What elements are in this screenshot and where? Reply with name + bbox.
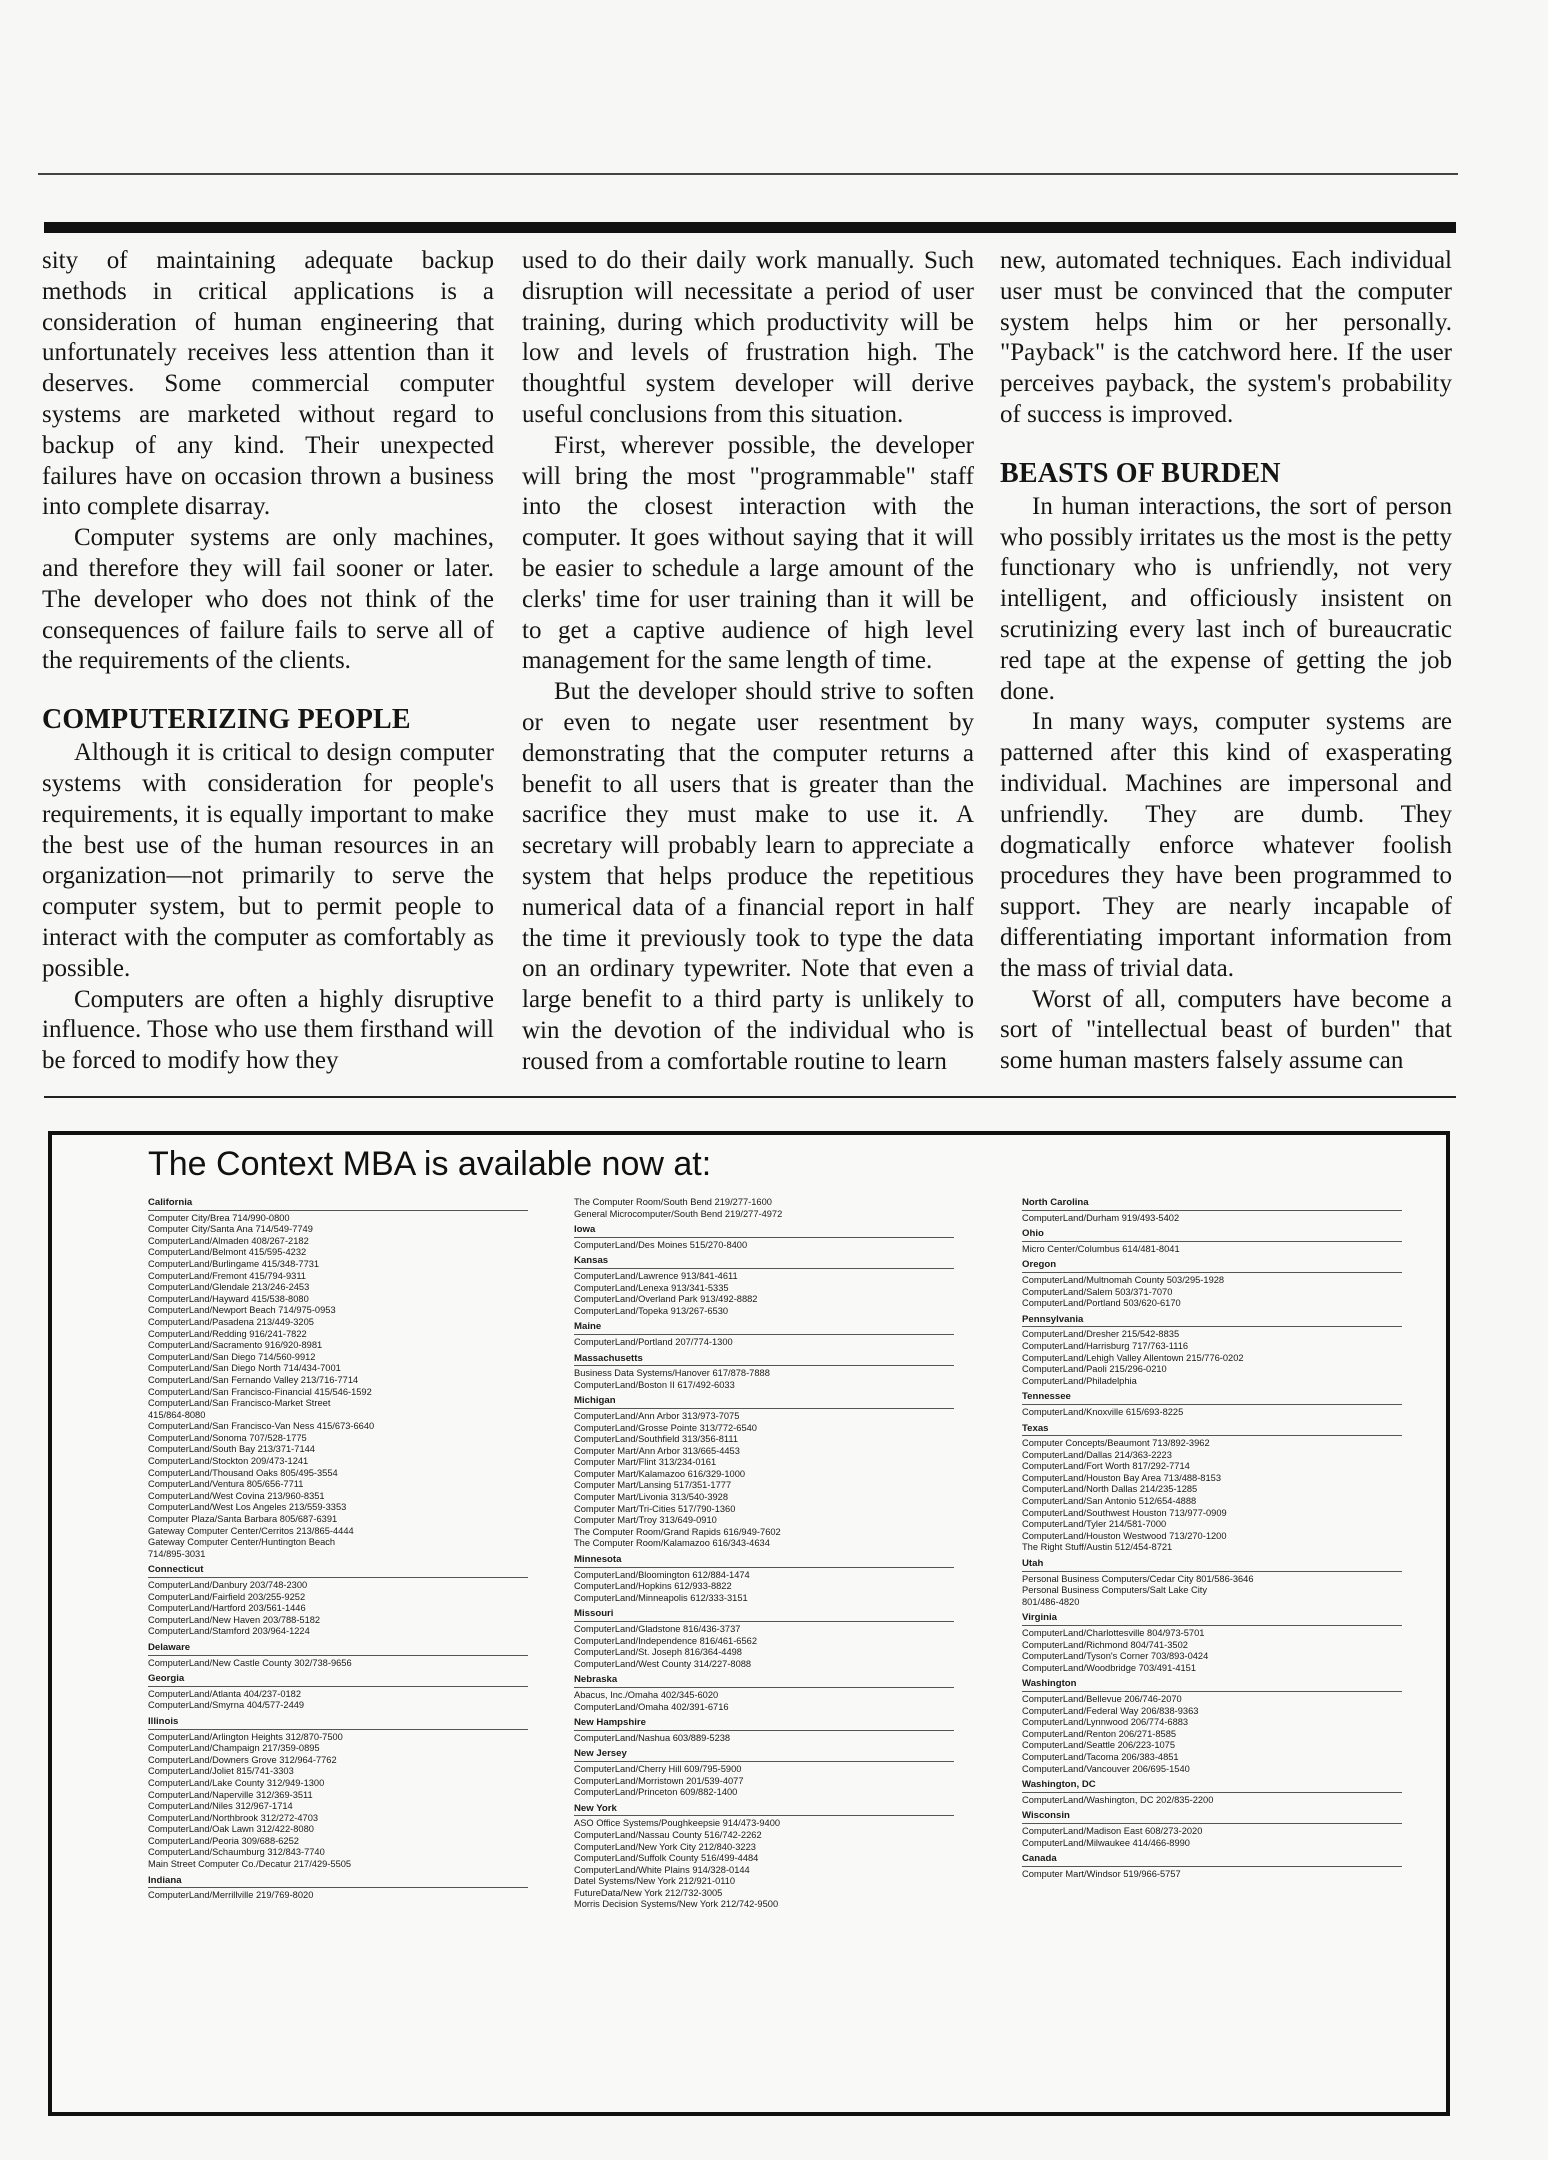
dealer-entry: The Computer Room/Kalamazoo 616/343-4634 <box>574 1538 770 1549</box>
dealer-entry: ComputerLand/St. Joseph 816/364-4498 <box>574 1647 742 1658</box>
dealer-entry: ASO Office Systems/Poughkeepsie 914/473-9400 <box>574 1818 781 1829</box>
dealer-entry: ComputerLand/Harrisburg 717/763-1116 <box>1022 1340 1189 1351</box>
state-heading: Connecticut <box>148 1564 528 1578</box>
dealer-entry: ComputerLand/Lenexa 913/341-5335 <box>574 1282 729 1293</box>
dealer-entry: ComputerLand/Bloomington 612/884-1474 <box>574 1569 750 1580</box>
state-heading: Canada <box>1022 1853 1402 1867</box>
dealer-entry: Datel Systems/New York 212/921-0110 <box>574 1876 736 1887</box>
dealer-entry: The Computer Room/Grand Rapids 616/949-7602 <box>574 1526 781 1537</box>
dealer-entry: ComputerLand/Thousand Oaks 805/495-3554 <box>148 1467 338 1478</box>
dealer-entry: ComputerLand/Knoxville 615/693-8225 <box>1022 1406 1184 1417</box>
dealer-entry: ComputerLand/Des Moines 515/270-8400 <box>574 1239 748 1250</box>
dealer-column-1 <box>148 1197 528 1902</box>
dealer-entry: ComputerLand/Renton 206/271-8585 <box>1022 1728 1177 1739</box>
dealer-entry: ComputerLand/Redding 916/241-7822 <box>148 1328 307 1339</box>
dealer-entry: ComputerLand/Arlington Heights 312/870-7500 <box>148 1731 343 1742</box>
dealer-entry: ComputerLand/Hayward 415/538-8080 <box>148 1293 309 1304</box>
dealer-entry: ComputerLand/Overland Park 913/492-8882 <box>574 1294 758 1305</box>
state-heading: North Carolina <box>1022 1197 1402 1211</box>
dealer-entry: FutureData/New York 212/732-3005 <box>574 1887 723 1898</box>
state-heading: Pennsylvania <box>1022 1314 1402 1328</box>
dealer-entry: Micro Center/Columbus 614/481-8041 <box>1022 1243 1180 1254</box>
dealer-entry: ComputerLand/Sonoma 707/528-1775 <box>148 1432 307 1443</box>
dealer-entry: ComputerLand/Morristown 201/539-4077 <box>574 1775 744 1786</box>
dealer-entry: ComputerLand/Smyrna 404/577-2449 <box>148 1700 305 1711</box>
dealer-entry: Computer Mart/Ann Arbor 313/665-4453 <box>574 1445 740 1456</box>
col3-paragraph-1: new, automated techniques. Each individual user must be convinced that the computer system helps him or her personally. "Payback" is the catchword here. If the user perceives payback, the system's probability of success is improved. <box>1000 247 1452 428</box>
article-bottom-rule <box>44 1096 1456 1098</box>
state-heading: Indiana <box>148 1875 528 1889</box>
col1-paragraph-2: Computer systems are only machines, and therefore they will fail sooner or later. The developer who does not think of the consequences of failure fails to serve all of the requirements of the clients. <box>42 524 494 675</box>
dealer-entry: ComputerLand/Stockton 209/473-1241 <box>148 1456 309 1467</box>
dealer-entry: Computer Mart/Flint 313/234-0161 <box>574 1457 717 1468</box>
dealer-entry: ComputerLand/Topeka 913/267-6530 <box>574 1305 729 1316</box>
state-heading: Michigan <box>574 1395 954 1409</box>
state-heading: Oregon <box>1022 1259 1402 1273</box>
state-heading: Kansas <box>574 1255 954 1269</box>
dealer-entry: ComputerLand/Boston II 617/492-6033 <box>574 1379 735 1390</box>
dealer-entry: ComputerLand/South Bay 213/371-7144 <box>148 1444 315 1455</box>
dealer-entry: ComputerLand/Minneapolis 612/333-3151 <box>574 1592 748 1603</box>
dealer-entry: Personal Business Computers/Cedar City 801/586-3646 <box>1022 1573 1254 1584</box>
dealer-entry: ComputerLand/San Francisco-Van Ness 415/673-6640 <box>148 1421 375 1432</box>
dealer-entry: ComputerLand/Tyson's Corner 703/893-0424 <box>1022 1651 1209 1662</box>
state-heading: Illinois <box>148 1716 528 1730</box>
state-heading: Virginia <box>1022 1612 1402 1626</box>
dealer-entry: ComputerLand/Atlanta 404/237-0182 <box>148 1688 301 1699</box>
state-heading: Iowa <box>574 1224 954 1238</box>
dealer-entry: 801/486-4820 <box>1022 1596 1080 1607</box>
dealer-entry: ComputerLand/Niles 312/967-1714 <box>148 1801 293 1812</box>
dealer-entry: ComputerLand/Ventura 805/656-7711 <box>148 1479 304 1490</box>
dealer-entry: ComputerLand/Lehigh Valley Allentown 215/776-0202 <box>1022 1352 1244 1363</box>
state-heading: New Jersey <box>574 1748 954 1762</box>
dealer-entry: ComputerLand/Hartford 203/561-1446 <box>148 1603 306 1614</box>
dealer-entry: ComputerLand/San Fernando Valley 213/716-7714 <box>148 1374 359 1385</box>
dealer-column-3 <box>1022 1197 1402 1880</box>
dealer-entry: ComputerLand/Schaumburg 312/843-7740 <box>148 1847 325 1858</box>
dealer-entry: Computer Mart/Lansing 517/351-1777 <box>574 1480 732 1491</box>
dealer-entry: Computer Plaza/Santa Barbara 805/687-6391 <box>148 1514 338 1525</box>
dealer-entry: ComputerLand/Peoria 309/688-6252 <box>148 1835 299 1846</box>
dealer-entry: ComputerLand/Multnomah County 503/295-1928 <box>1022 1274 1225 1285</box>
dealer-entry: ComputerLand/Downers Grove 312/964-7762 <box>148 1754 337 1765</box>
state-heading: Utah <box>1022 1558 1402 1572</box>
top-thick-rule <box>44 222 1456 233</box>
dealer-entry: ComputerLand/Stamford 203/964-1224 <box>148 1626 310 1637</box>
dealer-entry: ComputerLand/White Plains 914/328-0144 <box>574 1864 750 1875</box>
dealer-entry: ComputerLand/West Covina 213/960-8351 <box>148 1490 325 1501</box>
dealer-entry: Main Street Computer Co./Decatur 217/429-5505 <box>148 1859 352 1870</box>
state-heading: Wisconsin <box>1022 1810 1402 1824</box>
dealer-entry: ComputerLand/Southwest Houston 713/977-0909 <box>1022 1507 1227 1518</box>
dealer-entry: ComputerLand/Northbrook 312/272-4703 <box>148 1812 319 1823</box>
dealer-entry: Personal Business Computers/Salt Lake City <box>1022 1585 1207 1596</box>
dealer-entry: ComputerLand/Princeton 609/882-1400 <box>574 1787 738 1798</box>
dealer-entry: ComputerLand/Lynnwood 206/774-6883 <box>1022 1717 1189 1728</box>
dealer-entry: ComputerLand/Salem 503/371-7070 <box>1022 1286 1173 1297</box>
dealer-entry: ComputerLand/Tyler 214/581-7000 <box>1022 1519 1167 1530</box>
dealer-entry: ComputerLand/Danbury 203/748-2300 <box>148 1580 308 1590</box>
dealer-entry: Computer City/Santa Ana 714/549-7749 <box>148 1224 313 1235</box>
dealer-entry: Abacus, Inc./Omaha 402/345-6020 <box>574 1689 719 1700</box>
state-heading: New Hampshire <box>574 1717 954 1731</box>
article-column-2 <box>522 246 974 1078</box>
state-heading: Nebraska <box>574 1674 954 1688</box>
dealer-entry: ComputerLand/West Los Angeles 213/559-3353 <box>148 1502 347 1513</box>
dealer-entry: ComputerLand/Fremont 415/794-9311 <box>148 1270 306 1281</box>
dealer-entry: Gateway Computer Center/Cerritos 213/865-4444 <box>148 1525 354 1536</box>
dealer-entry: ComputerLand/Durham 919/493-5402 <box>1022 1212 1180 1223</box>
state-heading: Minnesota <box>574 1554 954 1568</box>
dealer-entry: ComputerLand/Seattle 206/223-1075 <box>1022 1740 1175 1751</box>
dealer-entry: ComputerLand/Glendale 213/246-2453 <box>148 1282 310 1293</box>
state-heading: Texas <box>1022 1423 1402 1437</box>
state-heading: Missouri <box>574 1608 954 1622</box>
dealer-entry: ComputerLand/Milwaukee 414/466-8990 <box>1022 1837 1190 1848</box>
dealer-entry: ComputerLand/Fairfield 203/255-9252 <box>148 1591 306 1602</box>
dealer-entry: ComputerLand/Nashua 603/889-5238 <box>574 1732 731 1743</box>
dealer-entry: ComputerLand/West County 314/227-8088 <box>574 1658 752 1669</box>
dealer-entry: 415/864-8080 <box>148 1409 206 1420</box>
dealer-entry: Computer Mart/Kalamazoo 616/329-1000 <box>574 1468 746 1479</box>
article-column-1 <box>42 246 494 1077</box>
dealer-entry: Computer Mart/Tri-Cities 517/790-1360 <box>574 1503 736 1514</box>
dealer-entry: ComputerLand/Vancouver 206/695-1540 <box>1022 1763 1190 1774</box>
dealer-entry: ComputerLand/Lawrence 913/841-4611 <box>574 1270 738 1281</box>
dealer-entry: Computer Concepts/Beaumont 713/892-3962 <box>1022 1438 1210 1449</box>
state-heading: Tennessee <box>1022 1391 1402 1405</box>
dealer-entry: ComputerLand/Richmond 804/741-3502 <box>1022 1639 1188 1650</box>
dealer-entry: Computer Mart/Troy 313/649-0910 <box>574 1515 717 1526</box>
dealer-entry: Gateway Computer Center/Huntington Beach <box>148 1537 336 1548</box>
dealer-entry: ComputerLand/Charlottesville 804/973-5701 <box>1022 1628 1205 1638</box>
dealer-entry: ComputerLand/San Diego North 714/434-7001 <box>148 1363 341 1374</box>
col3-paragraph-3: In many ways, computer systems are patterned after this kind of exasperating individual. Machines are impersonal and unfriendly. They are dumb. They dogmatically enforce whatever foolish procedures they have been programmed to support. They are nearly incapable of differentiating important information from the mass of trivial data. <box>1000 708 1452 982</box>
state-heading: Delaware <box>148 1642 528 1656</box>
dealer-entry: The Right Stuff/Austin 512/454-8721 <box>1022 1542 1173 1553</box>
dealer-entry: ComputerLand/Woodbridge 703/491-4151 <box>1022 1662 1197 1673</box>
state-heading: California <box>148 1197 528 1211</box>
dealer-entry: ComputerLand/North Dallas 214/235-1285 <box>1022 1484 1198 1495</box>
dealer-entry: ComputerLand/Nassau County 516/742-2262 <box>574 1829 762 1840</box>
dealer-entry: ComputerLand/Portland 503/620-6170 <box>1022 1298 1181 1309</box>
col2-paragraph-3: But the developer should strive to soften or even to negate user resentment by demonstrating that the computer returns a benefit to all users that is greater than the sacrifice they must make to use it. A secretary will probably learn to appreciate a system that helps produce the repetitious numerical data of a financial report in half the time it previously took to type the data on an ordinary typewriter. Note that even a large benefit to a third party is unlikely to win the devotion of the individual who is roused from a comfortable routine to learn <box>522 678 974 1075</box>
dealer-entry: ComputerLand/Hopkins 612/933-8822 <box>574 1581 732 1592</box>
dealer-entry: The Computer Room/South Bend 219/277-1600 <box>574 1197 772 1207</box>
dealer-entry: ComputerLand/Naperville 312/369-3511 <box>148 1789 313 1800</box>
dealer-entry: General Microcomputer/South Bend 219/277-4972 <box>574 1208 783 1219</box>
col3-paragraph-4: Worst of all, computers have become a sort of "intellectual beast of burden" that some human masters falsely assume can <box>1000 985 1452 1075</box>
col3-paragraph-2: In human interactions, the sort of person who possibly irritates us the most is the petty functionary who is unfriendly, not very intelligent, and officiously insistent on scrutinizing every last inch of bureaucratic red tape at the expense of getting the job done. <box>1000 492 1452 705</box>
dealer-entry: ComputerLand/Newport Beach 714/975-0953 <box>148 1305 336 1316</box>
state-heading: Washington, DC <box>1022 1779 1402 1793</box>
col2-paragraph-2: First, wherever possible, the developer will bring the most "programmable" staff into the closest interaction with the computer. It goes without saying that it will be easier to schedule a large amount of the clerks' time for user training than it will be to get a captive audience of high level management for the same length of time. <box>522 431 974 675</box>
dealer-entry: ComputerLand/Suffolk County 516/499-4484 <box>574 1853 759 1864</box>
dealer-entry: ComputerLand/New Castle County 302/738-9656 <box>148 1657 352 1668</box>
dealer-entry: ComputerLand/Dresher 215/542-8835 <box>1022 1329 1180 1340</box>
dealer-entry: ComputerLand/San Diego 714/560-9912 <box>148 1351 316 1362</box>
dealer-entry: ComputerLand/Merrillville 219/769-8020 <box>148 1890 314 1901</box>
dealer-entry: ComputerLand/Federal Way 206/838-9363 <box>1022 1705 1199 1716</box>
dealer-entry: Computer Mart/Livonia 313/540-3928 <box>574 1492 729 1503</box>
dealer-entry: ComputerLand/Paoli 215/296-0210 <box>1022 1364 1167 1375</box>
dealer-entry: ComputerLand/Bellevue 206/746-2070 <box>1022 1693 1182 1704</box>
dealer-entry: ComputerLand/Omaha 402/391-6716 <box>574 1701 729 1712</box>
state-heading: Washington <box>1022 1678 1402 1692</box>
dealer-entry: 714/895-3031 <box>148 1548 206 1559</box>
state-heading: Maine <box>574 1321 954 1335</box>
dealer-entry: ComputerLand/New Haven 203/788-5182 <box>148 1614 321 1625</box>
dealer-entry: ComputerLand/Grosse Pointe 313/772-6540 <box>574 1422 757 1433</box>
dealer-entry: ComputerLand/Independence 816/461-6562 <box>574 1635 757 1646</box>
state-heading: Massachusetts <box>574 1353 954 1367</box>
ad-title: The Context MBA is available now at: <box>148 1145 712 1183</box>
dealer-entry: ComputerLand/New York City 212/840-3223 <box>574 1841 756 1852</box>
dealer-entry: ComputerLand/Gladstone 816/436-3737 <box>574 1624 741 1634</box>
dealer-entry: ComputerLand/San Antonio 512/654-4888 <box>1022 1496 1197 1507</box>
dealer-entry: ComputerLand/Ann Arbor 313/973-7075 <box>574 1410 740 1421</box>
dealer-column-2 <box>574 1197 954 1911</box>
dealer-entry: ComputerLand/Oak Lawn 312/422-8080 <box>148 1824 314 1835</box>
dealer-entry: ComputerLand/Philadelphia <box>1022 1375 1137 1386</box>
dealer-entry: ComputerLand/Joliet 815/741-3303 <box>148 1766 294 1777</box>
dealer-entry: Morris Decision Systems/New York 212/742-9500 <box>574 1899 779 1910</box>
dealer-entry: ComputerLand/Sacramento 916/920-8981 <box>148 1340 323 1351</box>
article-column-3 <box>1000 246 1452 1077</box>
dealer-entry: ComputerLand/Champaign 217/359-0895 <box>148 1743 320 1754</box>
dealer-entry: ComputerLand/San Francisco-Market Street <box>148 1398 331 1409</box>
state-heading: New York <box>574 1803 954 1817</box>
dealer-entry: ComputerLand/Portland 207/774-1300 <box>574 1336 733 1347</box>
dealer-entry: ComputerLand/Cherry Hill 609/795-5900 <box>574 1763 742 1774</box>
dealer-entry: ComputerLand/San Francisco-Financial 415/546-1592 <box>148 1386 372 1397</box>
dealer-entry: ComputerLand/Pasadena 213/449-3205 <box>148 1316 314 1327</box>
dealer-entry: ComputerLand/Burlingame 415/348-7731 <box>148 1258 320 1269</box>
heading-computerizing-people: COMPUTERIZING PEOPLE <box>42 704 411 736</box>
dealer-entry: ComputerLand/Southfield 313/356-8111 <box>574 1434 739 1445</box>
top-thin-rule <box>38 173 1458 175</box>
dealer-entry: ComputerLand/Almaden 408/267-2182 <box>148 1235 309 1246</box>
col2-paragraph-1: used to do their daily work manually. Such disruption will necessitate a period of user training, during which productivity will be low and levels of frustration high. The thoughtful system developer will derive useful conclusions from this situation. <box>522 247 974 428</box>
dealer-entry: ComputerLand/Houston Bay Area 713/488-8153 <box>1022 1472 1221 1483</box>
state-heading: Ohio <box>1022 1228 1402 1242</box>
dealer-entry: ComputerLand/Madison East 608/273-2020 <box>1022 1825 1203 1836</box>
dealer-entry: Business Data Systems/Hanover 617/878-7888 <box>574 1368 770 1379</box>
dealer-entry: ComputerLand/Lake County 312/949-1300 <box>148 1777 325 1788</box>
col1-paragraph-4: Computers are often a highly disruptive influence. Those who use them firsthand will be forced to modify how they <box>42 985 494 1075</box>
dealer-entry: ComputerLand/Dallas 214/363-2223 <box>1022 1449 1172 1460</box>
col1-paragraph-3: Although it is critical to design computer systems with consideration for people's requirements, it is equally important to make the best use of the human resources in an organization—not primarily to serve the computer system, but to permit people to interact with the computer as comfortably as possible. <box>42 739 494 982</box>
dealer-entry: ComputerLand/Belmont 415/595-4232 <box>148 1247 307 1258</box>
dealer-entry: ComputerLand/Tacoma 206/383-4851 <box>1022 1751 1179 1762</box>
state-heading: Georgia <box>148 1673 528 1687</box>
dealer-entry: ComputerLand/Fort Worth 817/292-7714 <box>1022 1461 1190 1472</box>
dealer-entry: Computer Mart/Windsor 519/966-5757 <box>1022 1868 1181 1879</box>
dealer-entry: ComputerLand/Washington, DC 202/835-2200 <box>1022 1794 1214 1805</box>
heading-beasts-of-burden: BEASTS OF BURDEN <box>1000 457 1281 489</box>
col1-paragraph-1: sity of maintaining adequate backup methods in critical applications is a consideration of human engineering that unfortunately receives less attention than it deserves. Some commercial computer systems are marketed without regard to backup of any kind. Their unexpected failures have on occasion thrown a business into complete disarray. <box>42 247 494 521</box>
dealer-entry: Computer City/Brea 714/990-0800 <box>148 1212 290 1223</box>
dealer-entry: ComputerLand/Houston Westwood 713/270-1200 <box>1022 1530 1227 1541</box>
dealer-advertisement <box>48 1131 1450 2116</box>
